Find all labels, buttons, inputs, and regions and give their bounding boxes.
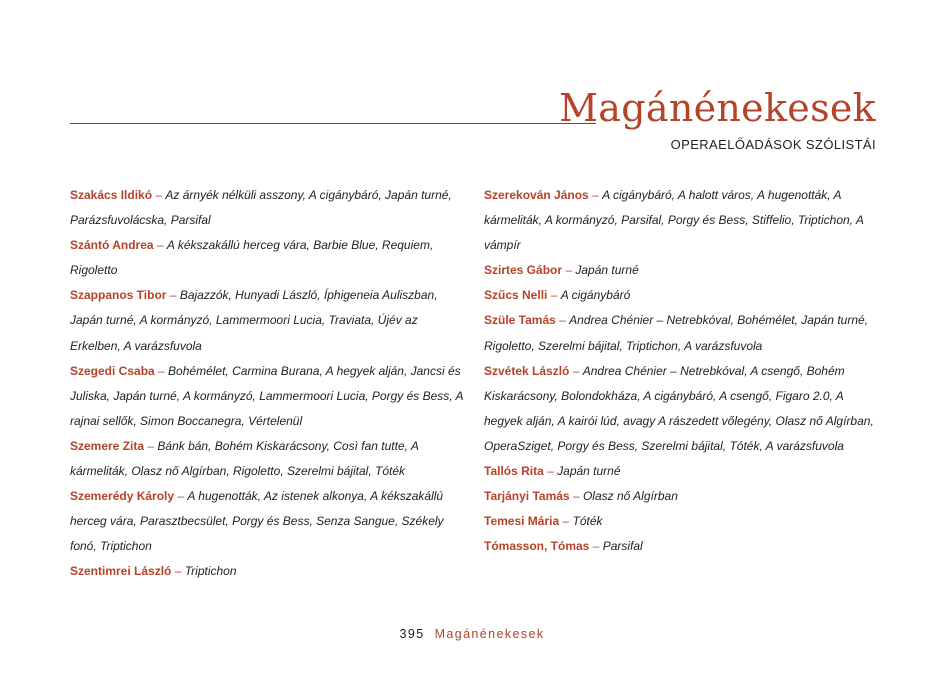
singer-works: Parsifal [602, 539, 643, 554]
singer-name: Tallós Rita [484, 464, 544, 479]
entry-dash: – [171, 564, 185, 579]
singer-works: A cigánybáró [560, 288, 631, 303]
left-column [70, 183, 470, 585]
singer-entry [484, 459, 884, 484]
singer-name: Tarjányi Tamás [484, 489, 570, 504]
singer-name: Szappanos Tibor [70, 288, 167, 303]
entry-dash: – [153, 238, 167, 253]
entry-dash: – [569, 363, 583, 378]
singer-works: Bajazzók, Hunyadi László, Íphigeneia Auliszban, Japán turné, A kormányzó, Lammermoori Lucia, Traviata, Újév az Erkelben, A varázsfuvola [70, 288, 438, 353]
entry-dash: – [589, 539, 603, 554]
singer-name: Szakács Ildikó [70, 188, 153, 202]
singer-works: A cigánybáró, A halott város, A hugenották, A kármeliták, A kormányzó, Parsifal, Porgy és Bess, Stiffelio, Triptichon, A vámpír [484, 188, 864, 253]
singer-name: Szvétek László [484, 363, 570, 378]
singer-name: Szerekován János [484, 188, 589, 202]
running-title: Magánénekesek [434, 627, 545, 641]
entry-dash: – [559, 514, 573, 529]
entry-dash: – [543, 464, 558, 479]
singer-entry [70, 434, 470, 484]
right-column [484, 183, 884, 559]
singer-entry [484, 359, 884, 459]
singer-entry [484, 283, 884, 308]
page-subtitle: OPERAELŐADÁSOK SZÓLISTÁI [670, 137, 876, 152]
entry-dash: – [588, 188, 603, 202]
entry-dash: – [555, 313, 570, 328]
singer-works: Andrea Chénier – Netrebkóval, A csengő, Bohém Kiskarácsony, Bolondokháza, A cigánybáró, A csengő, Figaro 2.0, A hegyek alján, A kairói lúd, avagy A rászedett vőlegény, Olasz nő Algírban, OperaSziget, Porgy és Bess, Szerelmi bájital, Tóték, A varázsfuvola [484, 363, 874, 453]
singer-works: Olasz nő Algírban [582, 489, 678, 504]
singer-name: Szemere Zita [70, 438, 145, 453]
singer-entry [70, 559, 470, 584]
singer-works: Az árnyék nélküli asszony, A cigánybáró, Japán turné, Parázsfuvolácska, Parsifal [70, 188, 452, 228]
singer-entry [70, 359, 470, 434]
entry-dash: – [569, 489, 583, 504]
singer-name: Szentimrei László [70, 564, 172, 579]
singer-entry [484, 484, 884, 509]
singer-works: Andrea Chénier – Netrebkóval, Bohémélet, Japán turné, Rigoletto, Szerelmi bájital, Triptichon, A varázsfuvola [484, 313, 869, 353]
singer-name: Szántó Andrea [70, 238, 154, 253]
singer-works: Bohémélet, Carmina Burana, A hegyek alján, Jancsi és Juliska, Japán turné, A kormányzó, Lammermoori Lucia, Porgy és Bess, A rajnai sellők, Simon Boccanegra, Vértelenül [70, 363, 464, 428]
entry-dash: – [166, 288, 180, 303]
entry-dash: – [547, 288, 561, 303]
header-rule [70, 123, 596, 124]
entry-dash: – [562, 263, 576, 278]
singer-name: Szegedi Csaba [70, 363, 155, 378]
singer-name: Tómasson, Tómas [484, 539, 590, 554]
singer-works: A hugenották, Az istenek alkonya, A kékszakállú herceg vára, Parasztbecsület, Porgy és Bess, Senza Sangue, Székely fonó, Triptichon [70, 489, 444, 554]
singer-entry [484, 509, 884, 534]
page-number: 395 [399, 627, 425, 641]
singer-entry [484, 183, 884, 258]
singer-works: Bánk bán, Bohém Kiskarácsony, Così fan tutte, A kármeliták, Olasz nő Algírban, Rigoletto, Szerelmi bájital, Tóték [70, 438, 419, 479]
singer-entry [484, 534, 884, 559]
singer-name: Szirtes Gábor [484, 263, 563, 278]
entry-dash: – [144, 438, 158, 453]
singer-entry [70, 183, 470, 233]
singer-entry [484, 308, 884, 358]
singer-works: Japán turné [575, 263, 639, 278]
singer-works: Tóték [572, 514, 603, 529]
singer-name: Szüle Tamás [484, 313, 556, 328]
entry-dash: – [152, 188, 166, 202]
singer-entry [70, 233, 470, 283]
singer-works: Japán turné [557, 464, 621, 479]
page-footer [0, 627, 944, 641]
singer-name: Szűcs Nelli [484, 288, 548, 303]
singer-name: Temesi Mária [484, 514, 560, 529]
singer-entry [484, 258, 884, 283]
singer-entry [70, 283, 470, 358]
entry-dash: – [154, 363, 169, 378]
singer-name: Szemerédy Károly [70, 489, 175, 504]
page-title: Magánénekesek [559, 86, 876, 130]
singer-entry [70, 484, 470, 559]
entry-dash: – [174, 489, 188, 504]
singer-works: Triptichon [184, 564, 237, 579]
singer-works: A kékszakállú herceg vára, Barbie Blue, Requiem, Rigoletto [70, 238, 434, 278]
